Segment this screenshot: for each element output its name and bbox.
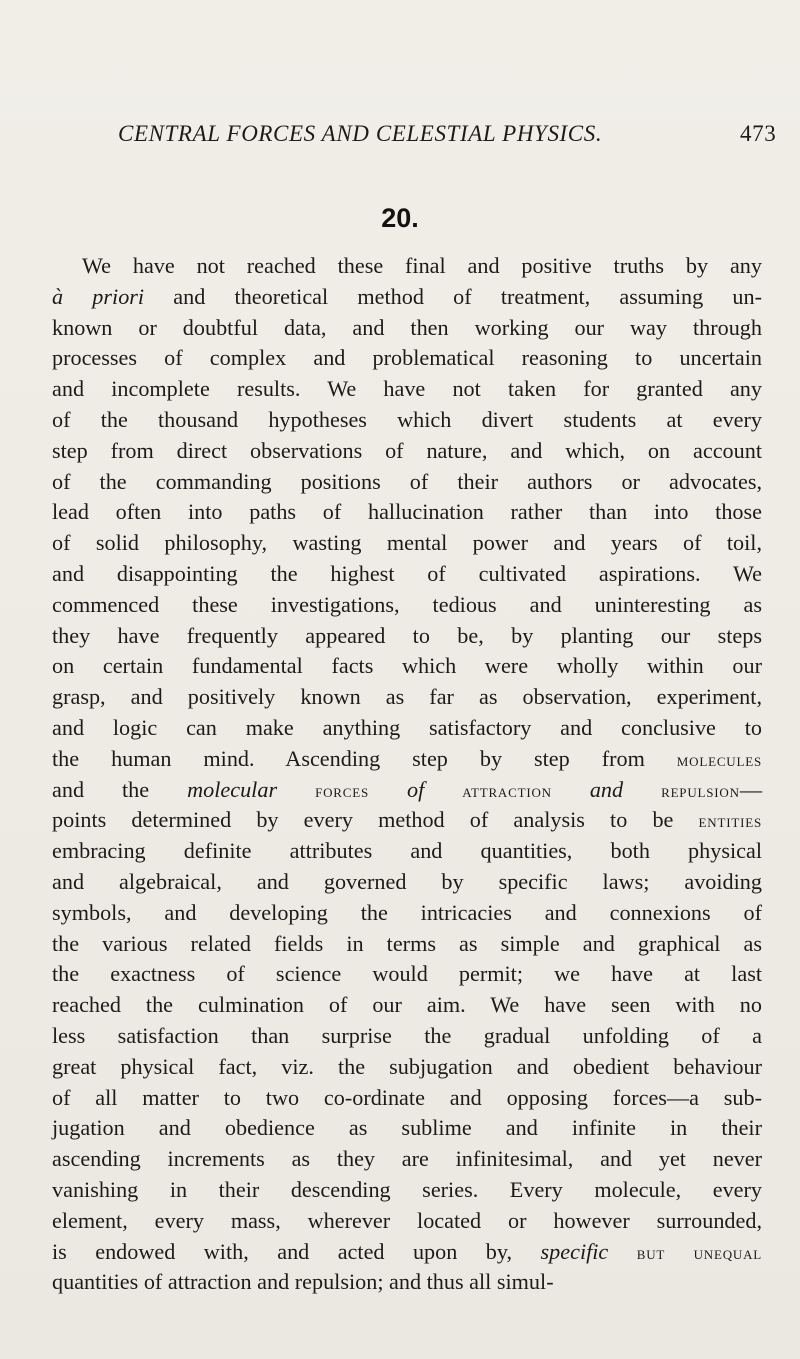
text-segment	[623, 777, 661, 802]
text-line	[52, 621, 762, 652]
text-segment: symbols, and developing the intricacies and connexions of	[52, 899, 762, 925]
text-segment: step from direct observations of nature, and which, on account	[52, 437, 762, 463]
text-segment: We have not reached these final and positive truths by any	[82, 253, 762, 278]
italic-text: molecular	[187, 776, 278, 802]
text-line	[52, 682, 762, 713]
text-segment: vanishing in their descending series. Every molecule, every	[52, 1176, 762, 1202]
text-segment: ascending increments as they are infinitesimal, and yet never	[52, 1146, 762, 1172]
text-segment: points determined by every method of analysis to be	[52, 807, 699, 833]
text-line	[52, 559, 762, 590]
text-line	[52, 251, 762, 282]
text-segment: embracing definite attributes and quantities, both physical	[52, 838, 762, 864]
text-segment: and logic can make anything satisfactory and conclusive to	[52, 714, 762, 740]
text-segment: the human mind. Ascending step by step from	[52, 745, 677, 771]
small-caps-text: repulsion	[661, 780, 740, 802]
text-segment: reached the culmination of our aim. We have seen with no	[52, 992, 762, 1018]
text-line	[52, 528, 762, 559]
text-line	[52, 405, 762, 436]
text-line	[52, 867, 762, 898]
section-number: 20.	[381, 203, 419, 233]
text-line	[52, 1021, 762, 1052]
text-segment: of the thousand hypotheses which divert students at every	[52, 406, 762, 432]
text-segment	[369, 777, 407, 802]
running-head-title: CENTRAL FORCES AND CELESTIAL PHYSICS.	[118, 121, 603, 146]
text-line	[52, 805, 762, 836]
text-line	[52, 1083, 762, 1114]
small-caps-text: but unequal	[636, 1242, 763, 1264]
text-line	[52, 1267, 762, 1298]
text-segment: known or doubtful data, and then working our way through	[52, 314, 762, 340]
text-segment: jugation and obedience as sublime and infinite in their	[52, 1115, 762, 1141]
text-segment: and incomplete results. We have not taken for granted any	[52, 376, 762, 402]
running-head	[118, 121, 777, 155]
text-line	[52, 775, 762, 806]
text-line	[52, 1237, 762, 1268]
text-segment: on certain fundamental facts which were wholly within our	[52, 653, 762, 679]
small-caps-text: forces	[315, 780, 369, 802]
text-line	[52, 313, 762, 344]
text-segment: the various related fields in terms as simple and graphical as	[52, 930, 762, 956]
small-caps-text: molecules	[676, 749, 762, 771]
text-segment	[608, 1239, 636, 1264]
text-line	[52, 651, 762, 682]
text-line	[52, 282, 762, 313]
italic-text: and	[589, 776, 624, 802]
text-segment: the exactness of science would permit; we have at last	[52, 961, 762, 987]
text-line	[52, 1206, 762, 1237]
text-line	[52, 1175, 762, 1206]
text-line	[52, 343, 762, 374]
italic-text: of	[406, 776, 425, 802]
text-segment: of all matter to two co-ordinate and opposing forces—a sub-	[52, 1084, 762, 1110]
text-line	[52, 898, 762, 929]
italic-text: specific	[540, 1238, 609, 1264]
text-line	[52, 1144, 762, 1175]
text-segment: and algebraical, and governed by specific laws; avoiding	[52, 868, 762, 894]
text-segment: element, every mass, wherever located or however surrounded,	[52, 1207, 762, 1233]
text-segment: and theoretical method of treatment, assuming un-	[144, 283, 762, 309]
text-line	[52, 713, 762, 744]
text-segment: and disappointing the highest of cultivated aspirations. We	[52, 560, 762, 586]
text-line	[52, 1052, 762, 1083]
text-segment: is endowed with, and acted upon by,	[52, 1238, 541, 1264]
page-number: 473	[740, 121, 777, 146]
text-segment: grasp, and positively known as far as observation, experiment,	[52, 684, 762, 710]
italic-text: à priori	[52, 283, 145, 309]
text-line	[52, 590, 762, 621]
text-segment	[552, 777, 590, 802]
small-caps-text: attraction	[462, 780, 552, 802]
text-segment: they have frequently appeared to be, by planting our steps	[52, 622, 762, 648]
text-segment: quantities of attraction and repulsion; and thus all simul-	[52, 1269, 554, 1295]
body-paragraph	[52, 251, 762, 1298]
text-line	[52, 436, 762, 467]
text-segment: of the commanding positions of their authors or advocates,	[52, 468, 762, 494]
text-segment: commenced these investigations, tedious and uninteresting as	[52, 591, 762, 617]
text-segment: lead often into paths of hallucination rather than into those	[52, 499, 762, 525]
text-segment: and the	[52, 776, 188, 802]
text-line	[52, 1113, 762, 1144]
text-line	[52, 929, 762, 960]
text-segment: less satisfaction than surprise the gradual unfolding of a	[52, 1022, 762, 1048]
text-line	[52, 959, 762, 990]
text-segment: processes of complex and problematical reasoning to uncertain	[52, 345, 762, 371]
text-segment	[424, 777, 462, 802]
text-segment: great physical fact, viz. the subjugation and obedient behaviour	[52, 1053, 762, 1079]
text-line	[52, 497, 762, 528]
text-line	[52, 744, 762, 775]
text-segment	[277, 777, 315, 802]
text-segment: of solid philosophy, wasting mental power and years of toil,	[52, 530, 762, 556]
text-line	[52, 374, 762, 405]
text-line	[52, 990, 762, 1021]
text-line	[52, 836, 762, 867]
text-segment: —	[739, 776, 762, 802]
text-line	[52, 467, 762, 498]
small-caps-text: entities	[698, 811, 762, 833]
